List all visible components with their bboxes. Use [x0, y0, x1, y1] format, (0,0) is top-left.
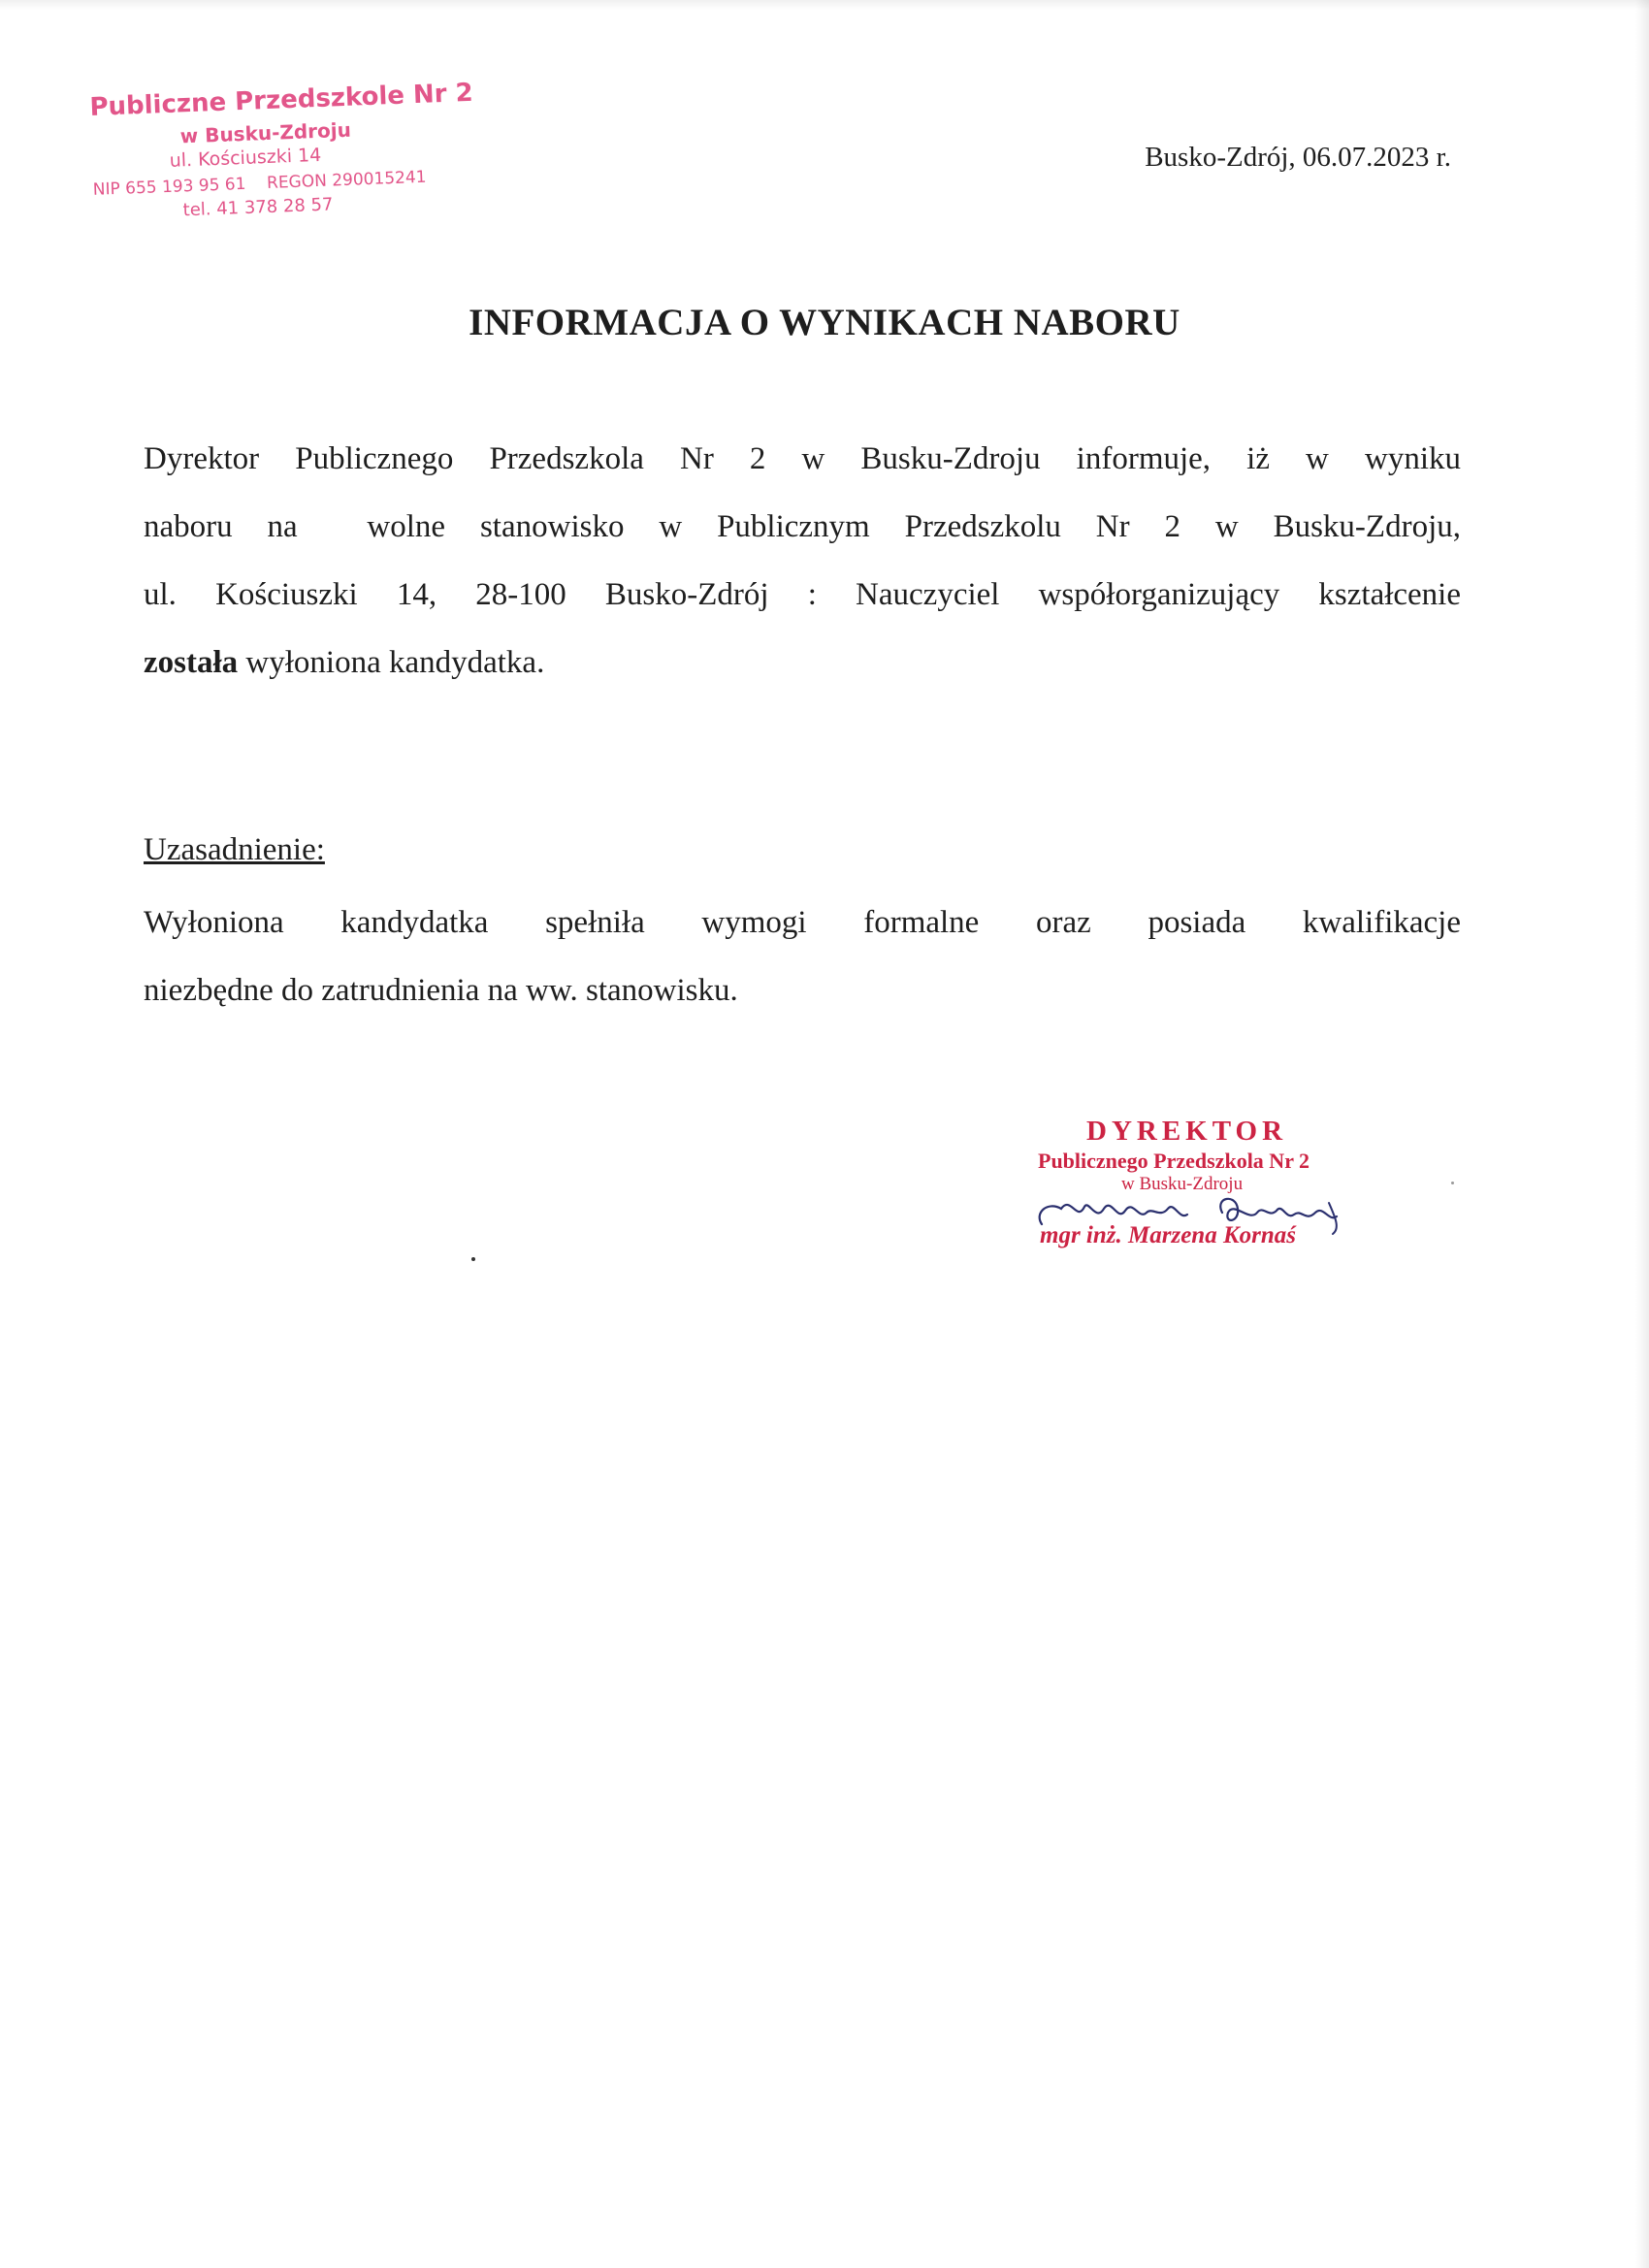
- justification-paragraph: [144, 889, 1461, 1024]
- signature-title: DYREKTOR: [1086, 1116, 1288, 1147]
- signature-city: w Busku-Zdroju: [1121, 1174, 1244, 1194]
- announcement-paragraph: [144, 425, 1461, 697]
- line-text: ul. Kościuszki 14, 28-100 Busko-Zdrój : Nauczyciel współorganizujący kształcenie: [144, 577, 1461, 612]
- stamp-phone: tel. 41 378 28 57: [182, 194, 334, 221]
- stamp-institution-name: Publiczne Przedszkole Nr 2: [89, 78, 474, 122]
- stamp-address: ul. Kościuszki 14: [169, 144, 322, 172]
- paragraph-line: [144, 425, 1461, 493]
- scan-speck: [471, 1257, 475, 1261]
- line-text: wyłoniona kandydatka.: [238, 645, 545, 680]
- document-date: Busko-Zdrój, 06.07.2023 r.: [1145, 142, 1451, 173]
- paragraph-line: niezbędne do zatrudnienia na ww. stanowisku.: [144, 973, 738, 1008]
- paragraph-line: [144, 561, 1461, 629]
- bold-word: została: [144, 645, 239, 680]
- line-text: Wyłoniona kandydatka spełniła wymogi formalne oraz posiada kwalifikacje: [144, 905, 1461, 940]
- line-text: naboru na wolne stanowisko w Publicznym Przedszkolu Nr 2 w Busku-Zdroju,: [144, 509, 1461, 544]
- institution-stamp: [89, 78, 474, 228]
- justification-label: Uzasadnienie:: [144, 832, 325, 867]
- paragraph-line: [144, 493, 1461, 561]
- signature-institution: Publicznego Przedszkola Nr 2: [1038, 1149, 1310, 1173]
- scan-speck: [1451, 1182, 1454, 1184]
- paragraph-line: [144, 889, 1461, 956]
- stamp-city: w Busku-Zdroju: [179, 117, 352, 148]
- paragraph-line: [144, 629, 1461, 697]
- document-title: INFORMACJA O WYNIKACH NABORU: [469, 302, 1180, 343]
- line-text: Dyrektor Publicznego Przedszkola Nr 2 w Busku-Zdroju informuje, iż w wyniku: [144, 441, 1461, 476]
- scan-top-shadow: [0, 0, 1649, 10]
- signature-name: mgr inż. Marzena Kornaś: [1040, 1222, 1296, 1248]
- director-signature-stamp: [1028, 1116, 1397, 1261]
- stamp-nip-regon: NIP 655 193 95 61 REGON 290015241: [92, 167, 427, 200]
